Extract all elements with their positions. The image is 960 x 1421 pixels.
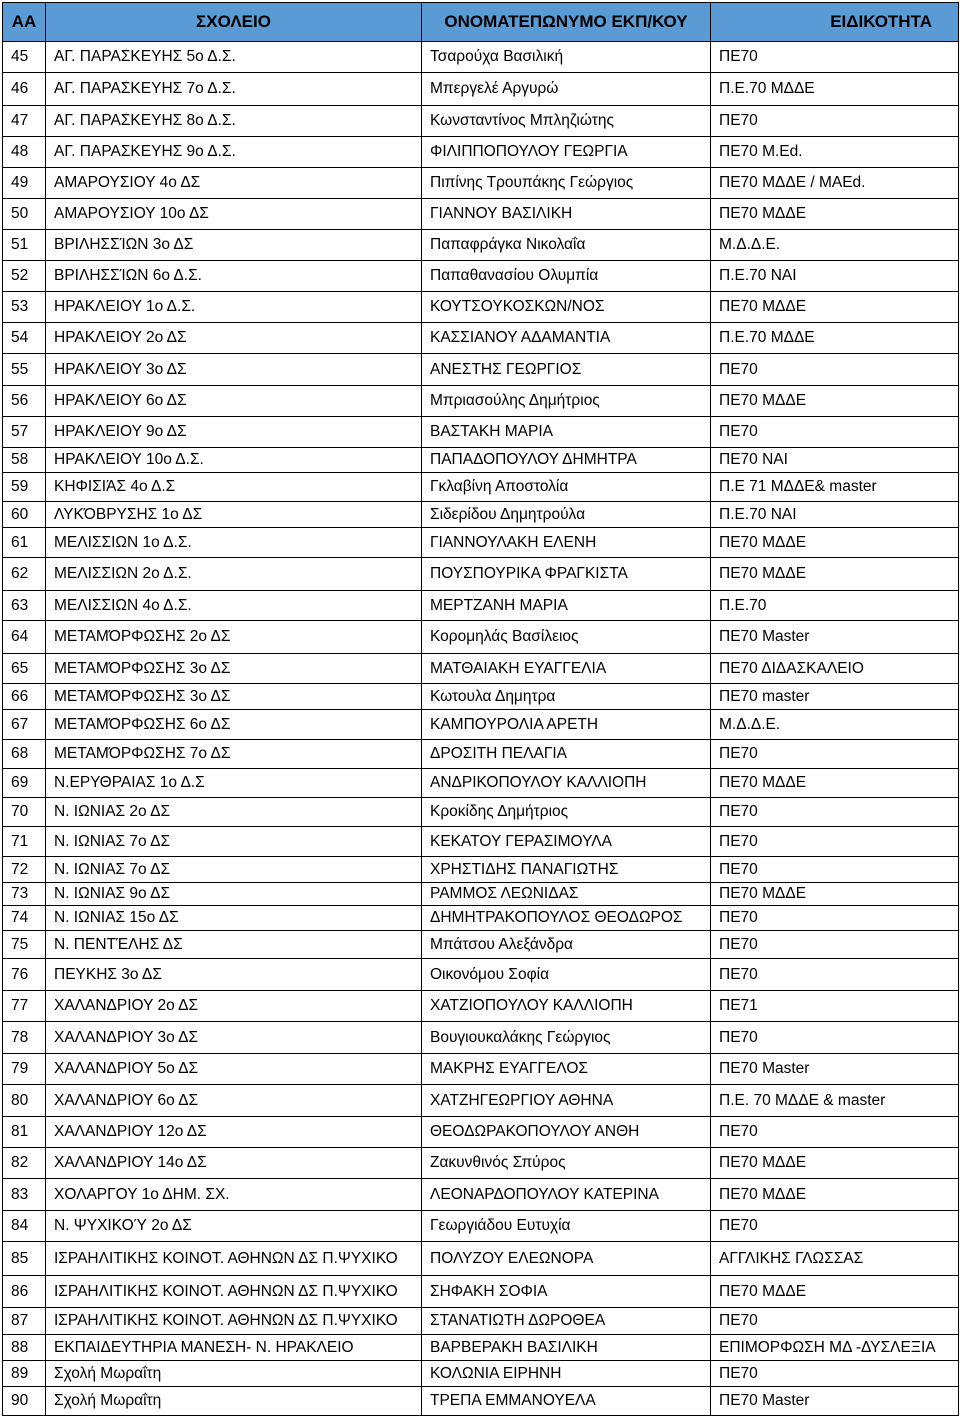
cell-school: ΗΡΑΚΛΕΙΟΥ 10ο Δ.Σ. (46, 448, 422, 473)
cell-specialty: Π.Ε. 70 ΜΔΔΕ & master (711, 1085, 959, 1117)
cell-name: Γεωργιάδου Ευτυχία (422, 1211, 711, 1242)
cell-school: Ν. ΙΩΝΙΑΣ 7ο ΔΣ (46, 857, 422, 883)
table-row (3, 1242, 959, 1276)
cell-aa: 66 (3, 684, 46, 710)
cell-name: Ζακυνθινός Σπύρος (422, 1148, 711, 1179)
cell-aa: 83 (3, 1179, 46, 1211)
cell-school: ΒΡΙΛΗΣΣΊΩΝ 6ο Δ.Σ. (46, 261, 422, 292)
cell-school: ΧΑΛΑΝΔΡΙΟΥ 14ο ΔΣ (46, 1148, 422, 1179)
cell-name: ΠΟΥΣΠΟΥΡΙΚΑ ΦΡΑΓΚΙΣΤΑ (422, 558, 711, 591)
cell-school: ΜΕΛΙΣΣΙΩΝ 1ο Δ.Σ. (46, 528, 422, 558)
cell-school: ΙΣΡΑΗΛΙΤΙΚΗΣ ΚΟΙΝΟΤ. ΑΘΗΝΩΝ ΔΣ Π.ΨΥΧΙΚΟ (46, 1308, 422, 1335)
cell-name: Σιδερίδου Δημητρούλα (422, 502, 711, 528)
cell-aa: 53 (3, 292, 46, 323)
cell-aa: 90 (3, 1387, 46, 1416)
cell-name: ΣΗΦΑΚΗ ΣΟΦΙΑ (422, 1276, 711, 1308)
cell-aa: 74 (3, 906, 46, 931)
table-row (3, 798, 959, 827)
cell-aa: 68 (3, 740, 46, 769)
header-school: ΣΧΟΛΕΙΟ (46, 3, 422, 42)
cell-name: Παπαφράγκα Νικολαΐα (422, 230, 711, 261)
cell-school: ΜΕΤΑΜΌΡΦΩΣΗΣ 6ο ΔΣ (46, 710, 422, 740)
cell-aa: 64 (3, 621, 46, 654)
cell-specialty: ΠΕ70 (711, 906, 959, 931)
cell-specialty: ΠΕ71 (711, 991, 959, 1022)
cell-specialty: ΠΕ70 (711, 354, 959, 386)
cell-specialty: Μ.Δ.Δ.Ε. (711, 230, 959, 261)
cell-name: ΔΗΜΗΤΡΑΚΟΠΟΥΛΟΣ ΘΕΟΔΩΡΟΣ (422, 906, 711, 931)
cell-school: ΗΡΑΚΛΕΙΟΥ 6ο ΔΣ (46, 386, 422, 417)
table-row (3, 654, 959, 684)
header-name: ΟΝΟΜΑΤΕΠΩΝΥΜΟ ΕΚΠ/ΚΟΥ (422, 3, 711, 42)
cell-aa: 52 (3, 261, 46, 292)
header-aa: ΑΑ (3, 3, 46, 42)
cell-aa: 80 (3, 1085, 46, 1117)
table-row (3, 168, 959, 199)
cell-name: ΒΑΣΤΑΚΗ ΜΑΡΙΑ (422, 417, 711, 448)
cell-aa: 67 (3, 710, 46, 740)
cell-name: ΠΟΛΥΖΟΥ ΕΛΕΩΝΟΡΑ (422, 1242, 711, 1276)
cell-specialty: Π.Ε.70 (711, 591, 959, 621)
table-row (3, 740, 959, 769)
cell-name: Κωτουλα Δημητρα (422, 684, 711, 710)
cell-specialty: ΠΕ70 ΜΔΔΕ / MAEd. (711, 168, 959, 199)
table-row (3, 292, 959, 323)
cell-name: Κροκίδης Δημήτριος (422, 798, 711, 827)
cell-name: ΜΑΤΘΑΙΑΚΗ ΕΥΑΓΓΕΛΙΑ (422, 654, 711, 684)
cell-name: ΚΕΚΑΤΟΥ ΓΕΡΑΣΙΜΟΥΛΑ (422, 827, 711, 857)
cell-aa: 55 (3, 354, 46, 386)
cell-school: Ν. ΙΩΝΙΑΣ 2ο ΔΣ (46, 798, 422, 827)
cell-name: ΔΡΟΣΙΤΗ ΠΕΛΑΓΙΑ (422, 740, 711, 769)
cell-specialty: ΠΕ70 ΜΔΔΕ (711, 769, 959, 798)
cell-school: ΚΗΦΙΣΙΆΣ 4ο Δ.Σ (46, 473, 422, 502)
cell-school: ΠΕΥΚΗΣ 3ο ΔΣ (46, 959, 422, 991)
cell-aa: 84 (3, 1211, 46, 1242)
cell-specialty: ΠΕ70 ΜΔΔΕ (711, 1276, 959, 1308)
table-row (3, 558, 959, 591)
cell-school: ΜΕΤΑΜΌΡΦΩΣΗΣ 3ο ΔΣ (46, 654, 422, 684)
cell-aa: 50 (3, 199, 46, 230)
cell-school: Ν. ΙΩΝΙΑΣ 7ο ΔΣ (46, 827, 422, 857)
cell-name: Κορομηλάς Βασίλειος (422, 621, 711, 654)
table-body (3, 42, 959, 1416)
cell-name: Τσαρούχα Βασιλική (422, 42, 711, 73)
cell-aa: 73 (3, 883, 46, 906)
cell-school: ΙΣΡΑΗΛΙΤΙΚΗΣ ΚΟΙΝΟΤ. ΑΘΗΝΩΝ ΔΣ Π.ΨΥΧΙΚΟ (46, 1242, 422, 1276)
cell-specialty: Π.Ε.70 ΝΑΙ (711, 502, 959, 528)
cell-aa: 58 (3, 448, 46, 473)
cell-specialty: ΠΕ70 ΜΔΔΕ (711, 386, 959, 417)
cell-aa: 46 (3, 73, 46, 106)
cell-school: ΧΑΛΑΝΔΡΙΟΥ 3ο ΔΣ (46, 1022, 422, 1054)
table-row (3, 1335, 959, 1361)
cell-name: Μπάτσου Αλεξάνδρα (422, 931, 711, 959)
cell-name: ΜΑΚΡΗΣ ΕΥΑΓΓΕΛΟΣ (422, 1054, 711, 1085)
cell-school: ΜΕΤΑΜΌΡΦΩΣΗΣ 7ο ΔΣ (46, 740, 422, 769)
table-row (3, 354, 959, 386)
cell-specialty: ΠΕ70 (711, 1308, 959, 1335)
table-row (3, 769, 959, 798)
cell-aa: 45 (3, 42, 46, 73)
cell-name: Κωνσταντίνος Μπληζιώτης (422, 106, 711, 137)
cell-specialty: ΠΕ70 ΜΔΔΕ (711, 199, 959, 230)
cell-aa: 56 (3, 386, 46, 417)
cell-school: Ν. ΙΩΝΙΑΣ 9ο ΔΣ (46, 883, 422, 906)
cell-school: Σχολή Μωραΐτη (46, 1361, 422, 1387)
cell-name: ΒΑΡΒΕΡΑΚΗ ΒΑΣΙΛΙΚΗ (422, 1335, 711, 1361)
cell-specialty: ΠΕ70 Master (711, 621, 959, 654)
cell-school: ΧΑΛΑΝΔΡΙΟΥ 6ο ΔΣ (46, 1085, 422, 1117)
cell-school: ΒΡΙΛΗΣΣΊΩΝ 3ο ΔΣ (46, 230, 422, 261)
cell-aa: 60 (3, 502, 46, 528)
cell-specialty: Π.Ε.70 ΝΑΙ (711, 261, 959, 292)
cell-school: ΑΜΑΡΟΥΣΙΟΥ 10ο ΔΣ (46, 199, 422, 230)
cell-name: ΧΑΤΖΗΓΕΩΡΓΙΟΥ ΑΘΗΝΑ (422, 1085, 711, 1117)
cell-specialty: Μ.Δ.Δ.Ε. (711, 710, 959, 740)
table-row (3, 906, 959, 931)
cell-school: Ν. ΨΥΧΙΚΟΎ 2ο ΔΣ (46, 1211, 422, 1242)
cell-name: ΚΟΥΤΣΟΥΚΟΣΚΩΝ/ΝΟΣ (422, 292, 711, 323)
cell-aa: 59 (3, 473, 46, 502)
cell-specialty: ΠΕ70 ΜΔΔΕ (711, 528, 959, 558)
cell-specialty: ΠΕ70 (711, 1022, 959, 1054)
cell-specialty: ΠΕ70 ΜΔΔΕ (711, 1179, 959, 1211)
cell-aa: 62 (3, 558, 46, 591)
cell-name: ΓΙΑΝΝΟΥΛΑΚΗ ΕΛΕΝΗ (422, 528, 711, 558)
cell-school: ΧΑΛΑΝΔΡΙΟΥ 5ο ΔΣ (46, 1054, 422, 1085)
table-row (3, 323, 959, 354)
cell-specialty: ΑΓΓΛΙΚΗΣ ΓΛΩΣΣΑΣ (711, 1242, 959, 1276)
cell-name: ΣΤΑΝΑΤΙΩΤΗ ΔΩΡΟΘΕΑ (422, 1308, 711, 1335)
cell-specialty: ΠΕ70 ΝΑΙ (711, 448, 959, 473)
cell-specialty: ΠΕ70 (711, 1211, 959, 1242)
cell-specialty: ΠΕ70 ΜΔΔΕ (711, 558, 959, 591)
cell-specialty: ΠΕ70 (711, 417, 959, 448)
cell-name: Παπαθανασίου Ολυμπία (422, 261, 711, 292)
cell-specialty: ΠΕ70 (711, 857, 959, 883)
cell-specialty: ΠΕ70 master (711, 684, 959, 710)
table-row (3, 1211, 959, 1242)
cell-specialty: ΕΠΙΜΟΡΦΩΣΗ ΜΔ -ΔΥΣΛΕΞΙΑ (711, 1335, 959, 1361)
table-row (3, 448, 959, 473)
cell-aa: 57 (3, 417, 46, 448)
cell-aa: 85 (3, 1242, 46, 1276)
cell-school: ΛΥΚΌΒΡΥΣΗΣ 1ο ΔΣ (46, 502, 422, 528)
cell-name: ΡΑΜΜΟΣ ΛΕΩΝΙΔΑΣ (422, 883, 711, 906)
table-row (3, 591, 959, 621)
cell-aa: 77 (3, 991, 46, 1022)
cell-name: ΤΡΕΠΑ ΕΜΜΑΝΟΥΕΛΑ (422, 1387, 711, 1416)
table-row (3, 137, 959, 168)
cell-school: ΑΜΑΡΟΥΣΙΟΥ 4ο ΔΣ (46, 168, 422, 199)
table-row (3, 528, 959, 558)
cell-aa: 76 (3, 959, 46, 991)
table-row (3, 1308, 959, 1335)
cell-name: ΑΝΕΣΤΗΣ ΓΕΩΡΓΙΟΣ (422, 354, 711, 386)
table-row (3, 473, 959, 502)
table-row (3, 621, 959, 654)
cell-aa: 48 (3, 137, 46, 168)
cell-specialty: ΠΕ70 (711, 740, 959, 769)
cell-specialty: Π.Ε 71 ΜΔΔΕ& master (711, 473, 959, 502)
cell-aa: 47 (3, 106, 46, 137)
cell-aa: 49 (3, 168, 46, 199)
cell-aa: 78 (3, 1022, 46, 1054)
cell-name: Πιπίνης Τρουπάκης Γεώργιος (422, 168, 711, 199)
cell-aa: 61 (3, 528, 46, 558)
cell-school: Ν. ΠΕΝΤΈΛΗΣ ΔΣ (46, 931, 422, 959)
cell-name: ΚΑΣΣΙΑΝΟΥ ΑΔΑΜΑΝΤΙΑ (422, 323, 711, 354)
cell-aa: 70 (3, 798, 46, 827)
table-row (3, 1022, 959, 1054)
cell-name: ΧΡΗΣΤΙΔΗΣ ΠΑΝΑΓΙΩΤΗΣ (422, 857, 711, 883)
cell-specialty: ΠΕ70 (711, 931, 959, 959)
cell-school: Ν. ΙΩΝΙΑΣ 15ο ΔΣ (46, 906, 422, 931)
table-row (3, 684, 959, 710)
cell-aa: 81 (3, 1117, 46, 1148)
cell-school: ΑΓ. ΠΑΡΑΣΚΕΥΗΣ 7ο Δ.Σ. (46, 73, 422, 106)
cell-school: ΜΕΛΙΣΣΙΩΝ 2ο Δ.Σ. (46, 558, 422, 591)
table-row (3, 199, 959, 230)
cell-specialty: ΠΕ70 (711, 106, 959, 137)
cell-name: ΠΑΠΑΔΟΠΟΥΛΟΥ ΔΗΜΗΤΡΑ (422, 448, 711, 473)
cell-name: Γκλαβίνη Αποστολία (422, 473, 711, 502)
cell-school: ΑΓ. ΠΑΡΑΣΚΕΥΗΣ 8ο Δ.Σ. (46, 106, 422, 137)
cell-aa: 72 (3, 857, 46, 883)
cell-name: ΦΙΛΙΠΠΟΠΟΥΛΟΥ ΓΕΩΡΓΙΑ (422, 137, 711, 168)
cell-aa: 86 (3, 1276, 46, 1308)
table-row (3, 1054, 959, 1085)
table-row (3, 1361, 959, 1387)
cell-specialty: ΠΕ70 ΜΔΔΕ (711, 292, 959, 323)
cell-school: ΧΑΛΑΝΔΡΙΟΥ 2ο ΔΣ (46, 991, 422, 1022)
table-row (3, 502, 959, 528)
cell-specialty: ΠΕ70 ΔΙΔΑΣΚΑΛΕΙΟ (711, 654, 959, 684)
cell-specialty: ΠΕ70 Master (711, 1054, 959, 1085)
cell-school: ΜΕΤΑΜΌΡΦΩΣΗΣ 2ο ΔΣ (46, 621, 422, 654)
table-row (3, 1179, 959, 1211)
table-row (3, 1387, 959, 1416)
cell-name: Βουγιουκαλάκης Γεώργιος (422, 1022, 711, 1054)
table-row (3, 991, 959, 1022)
cell-school: ΗΡΑΚΛΕΙΟΥ 3ο ΔΣ (46, 354, 422, 386)
cell-specialty: ΠΕ70 (711, 42, 959, 73)
cell-name: Μπριασούλης Δημήτριος (422, 386, 711, 417)
cell-specialty: ΠΕ70 ΜΔΔΕ (711, 883, 959, 906)
cell-aa: 88 (3, 1335, 46, 1361)
table-row (3, 230, 959, 261)
cell-specialty: ΠΕ70 (711, 827, 959, 857)
table-row (3, 931, 959, 959)
cell-name: ΚΟΛΩΝΙΑ ΕΙΡΗΝΗ (422, 1361, 711, 1387)
cell-school: ΑΓ. ΠΑΡΑΣΚΕΥΗΣ 5ο Δ.Σ. (46, 42, 422, 73)
cell-school: ΜΕΤΑΜΌΡΦΩΣΗΣ 3ο ΔΣ (46, 684, 422, 710)
cell-specialty: Π.Ε.70 ΜΔΔΕ (711, 323, 959, 354)
table-row (3, 106, 959, 137)
cell-aa: 71 (3, 827, 46, 857)
cell-school: ΧΟΛΑΡΓΟΥ 1ο ΔΗΜ. ΣΧ. (46, 1179, 422, 1211)
table-row (3, 959, 959, 991)
cell-aa: 63 (3, 591, 46, 621)
cell-name: ΑΝΔΡΙΚΟΠΟΥΛΟΥ ΚΑΛΛΙΟΠΗ (422, 769, 711, 798)
table-row (3, 1148, 959, 1179)
cell-specialty: ΠΕ70 (711, 798, 959, 827)
cell-name: ΚΑΜΠΟΥΡΟΛΙΑ ΑΡΕΤΗ (422, 710, 711, 740)
cell-specialty: Π.Ε.70 ΜΔΔΕ (711, 73, 959, 106)
cell-aa: 79 (3, 1054, 46, 1085)
cell-aa: 75 (3, 931, 46, 959)
cell-name: ΘΕΟΔΩΡΑΚΟΠΟΥΛΟΥ ΑΝΘΗ (422, 1117, 711, 1148)
cell-aa: 54 (3, 323, 46, 354)
cell-school: Ν.ΕΡΥΘΡΑΙΑΣ 1ο Δ.Σ (46, 769, 422, 798)
cell-aa: 65 (3, 654, 46, 684)
cell-specialty: ΠΕ70 Master (711, 1387, 959, 1416)
cell-specialty: ΠΕ70 (711, 1361, 959, 1387)
cell-name: Οικονόμου Σοφία (422, 959, 711, 991)
cell-school: ΑΓ. ΠΑΡΑΣΚΕΥΗΣ 9ο Δ.Σ. (46, 137, 422, 168)
table-row (3, 883, 959, 906)
table-row (3, 1117, 959, 1148)
cell-name: ΧΑΤΖΙΟΠΟΥΛΟΥ ΚΑΛΛΙΟΠΗ (422, 991, 711, 1022)
cell-school: ΜΕΛΙΣΣΙΩΝ 4ο Δ.Σ. (46, 591, 422, 621)
table-row (3, 417, 959, 448)
table-row (3, 386, 959, 417)
table-row (3, 710, 959, 740)
cell-school: ΗΡΑΚΛΕΙΟΥ 1ο Δ.Σ. (46, 292, 422, 323)
cell-school: ΗΡΑΚΛΕΙΟΥ 9ο ΔΣ (46, 417, 422, 448)
cell-name: ΓΙΑΝΝΟΥ ΒΑΣΙΛΙΚΗ (422, 199, 711, 230)
teachers-table (2, 2, 959, 1416)
header-row (3, 3, 959, 42)
cell-specialty: ΠΕ70 (711, 959, 959, 991)
cell-specialty: ΠΕ70 ΜΔΔΕ (711, 1148, 959, 1179)
cell-aa: 87 (3, 1308, 46, 1335)
table-row (3, 1276, 959, 1308)
table-row (3, 1085, 959, 1117)
cell-name: Μπεργελέ Αργυρώ (422, 73, 711, 106)
table-row (3, 73, 959, 106)
cell-aa: 51 (3, 230, 46, 261)
table-row (3, 857, 959, 883)
cell-school: ΙΣΡΑΗΛΙΤΙΚΗΣ ΚΟΙΝΟΤ. ΑΘΗΝΩΝ ΔΣ Π.ΨΥΧΙΚΟ (46, 1276, 422, 1308)
cell-school: ΗΡΑΚΛΕΙΟΥ 2ο ΔΣ (46, 323, 422, 354)
header-specialty: ΕΙΔΙΚΟΤΗΤΑ (711, 3, 959, 42)
table-row (3, 261, 959, 292)
table-row (3, 827, 959, 857)
cell-specialty: ΠΕ70 M.Ed. (711, 137, 959, 168)
cell-name: ΜΕΡΤΖΑΝΗ ΜΑΡΙΑ (422, 591, 711, 621)
cell-school: ΕΚΠΑΙΔΕΥΤΗΡΙΑ ΜΑΝΕΣΗ- Ν. ΗΡΑΚΛΕΙΟ (46, 1335, 422, 1361)
table-row (3, 42, 959, 73)
cell-school: ΧΑΛΑΝΔΡΙΟΥ 12ο ΔΣ (46, 1117, 422, 1148)
cell-aa: 69 (3, 769, 46, 798)
cell-aa: 89 (3, 1361, 46, 1387)
cell-specialty: ΠΕ70 (711, 1117, 959, 1148)
cell-school: Σχολή Μωραΐτη (46, 1387, 422, 1416)
cell-name: ΛΕΟΝΑΡΔΟΠΟΥΛΟΥ ΚΑΤΕΡΙΝΑ (422, 1179, 711, 1211)
cell-aa: 82 (3, 1148, 46, 1179)
